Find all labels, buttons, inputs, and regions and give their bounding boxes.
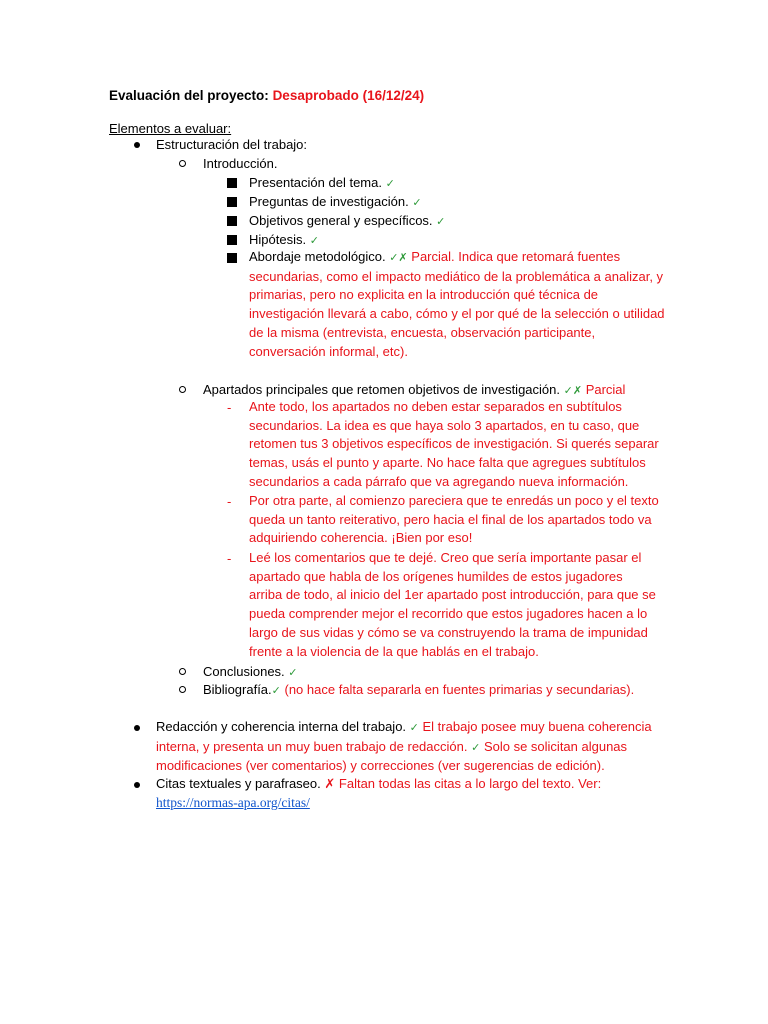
citas-comment: Faltan todas las citas a lo largo del texto. Ver: <box>338 776 602 791</box>
item-label: Citas textuales y parafraseo. <box>156 776 321 791</box>
apartados-comment-2: Por otra parte, al comienzo pareciera que te enredás un poco y el texto queda un tanto reiterativo, pero hacia el final de los apartados todo va adquiriendo coherencia. ¡Bien por eso! <box>249 493 659 546</box>
item-citas <box>156 775 656 812</box>
item-label: Presentación del tema. <box>249 175 382 190</box>
redaccion-comment-2: Solo se solicitan algunas modificaciones (ver comentarios) y correcciones (ver sugerencias de edición). <box>156 738 628 774</box>
check-icon: ✓ <box>288 667 298 679</box>
item-introduccion: Introducción. <box>203 156 278 171</box>
bullet-square <box>227 216 237 226</box>
item-bibliografia <box>203 680 634 701</box>
item-abordaje <box>249 248 669 361</box>
item-label: Apartados principales que retomen objetivos de investigación. <box>203 382 560 397</box>
item-label: Hipótesis. <box>249 232 307 247</box>
check-icon: ✓ <box>271 685 281 697</box>
status-badge: Desaprobado (16/12/24) <box>272 88 425 103</box>
cross-icon: ✗ <box>324 776 336 791</box>
dash-marker: - <box>227 494 232 509</box>
citas-link[interactable]: https://normas-apa.org/citas/ <box>156 794 310 810</box>
item-label: Redacción y coherencia interna del trabajo. <box>156 719 407 734</box>
item-label: Objetivos general y específicos. <box>249 213 433 228</box>
bullet-ring <box>179 160 186 167</box>
check-cross-icon: ✓✗ <box>563 385 583 397</box>
bullet-dot <box>134 142 140 148</box>
apartados-status: Parcial <box>585 382 626 397</box>
check-icon: ✓ <box>409 722 419 734</box>
apartados-comment-1: Ante todo, los apartados no deben estar separados en subtítulos secundarios. La idea es que haya solo 3 apartados, en tu caso, que retomen tus 3 objetivos específicos de investigación. Si querés separar temas, usás el punto y aparte. No hace falta que agregues subtítulos secundarios a cada párrafo que va agregando nueva información. <box>249 399 659 489</box>
apartados-comment-3: Leé los comentarios que te dejé. Creo que sería importante pasar el apartado que habla de los orígenes humildes de estos jugadores arriba de todo, al inicio del 1er apartado post introducción, para que se pueda comprender mejor el recorrido que estos jugadores hacen a lo largo de sus vidas y cómo se va construyendo la trama de impunidad frente a la violencia de la que hablás en el trabajo. <box>249 550 656 659</box>
check-cross-icon: ✓✗ <box>389 252 408 264</box>
abordaje-comment: Parcial. Indica que retomará fuentes secundarias, como el impacto mediático de la problemática a analizar, y primarias, pero no explicita en la introducción qué técnica de investigación llevará a cabo, cómo y el por qué de la selección o utilidad de la misma (entrevista, encuesta, observación participante, conversación informal, etc). <box>249 249 665 359</box>
item-label: Conclusiones. <box>203 664 285 679</box>
title-label: Evaluación del proyecto: <box>109 88 269 103</box>
item-presentacion <box>249 173 395 194</box>
item-label: Abordaje metodológico. <box>249 249 386 264</box>
item-label: Preguntas de investigación. <box>249 194 409 209</box>
check-icon: ✓ <box>436 216 446 228</box>
item-estructuracion: Estructuración del trabajo: <box>156 137 308 152</box>
bullet-dot <box>134 782 140 788</box>
redaccion-comment-1: El trabajo posee muy buena coherencia interna, y presenta un muy buen trabajo de redacción. <box>156 719 652 754</box>
bullet-ring <box>179 686 186 693</box>
dash-marker: - <box>227 551 232 566</box>
check-icon: ✓ <box>412 197 422 209</box>
bibliografia-comment: (no hace falta separarla en fuentes primarias y secundarias). <box>284 682 635 697</box>
bullet-square <box>227 253 237 263</box>
check-icon: ✓ <box>385 178 395 190</box>
check-icon: ✓ <box>471 741 481 754</box>
page-title <box>109 87 424 105</box>
item-label: Bibliografía. <box>203 682 272 697</box>
bullet-square <box>227 197 237 207</box>
bullet-ring <box>179 386 186 393</box>
item-objetivos <box>249 211 445 232</box>
item-preguntas <box>249 192 422 213</box>
bullet-square <box>227 178 237 188</box>
dash-marker: - <box>227 400 232 415</box>
bullet-dot <box>134 725 140 731</box>
section-heading: Elementos a evaluar: <box>109 121 232 136</box>
bullet-ring <box>179 668 186 675</box>
bullet-square <box>227 235 237 245</box>
check-icon: ✓ <box>309 235 319 247</box>
item-redaccion <box>156 718 656 776</box>
